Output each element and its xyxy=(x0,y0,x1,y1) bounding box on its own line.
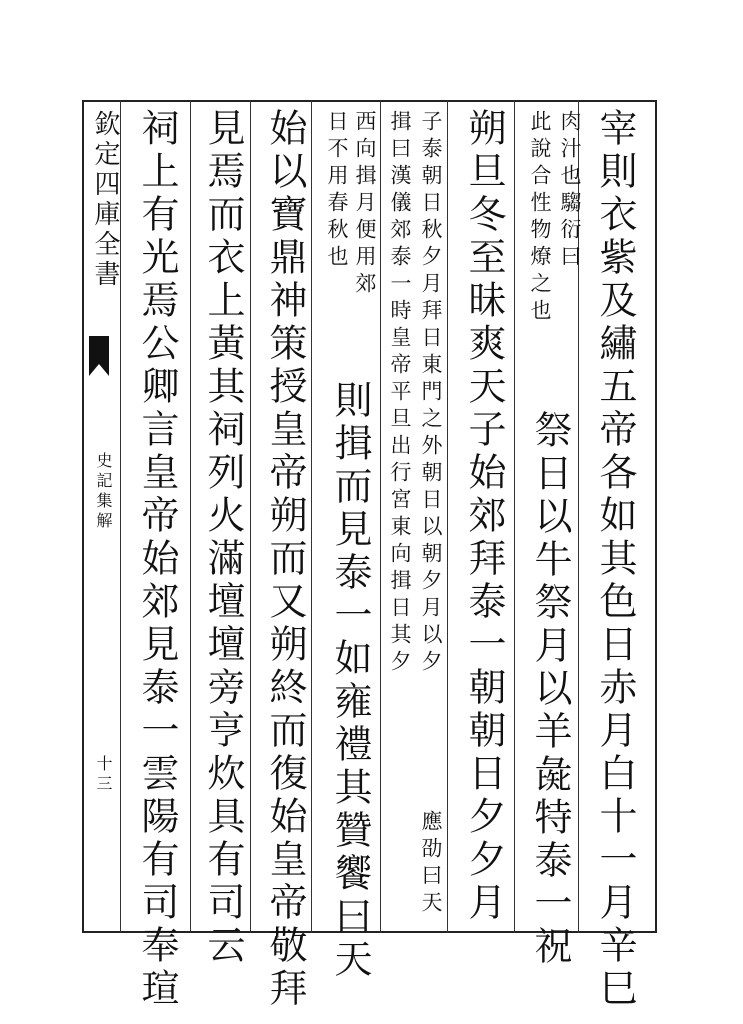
text-column: 祭日以牛祭月以羊彘特泰一祝 xyxy=(528,410,572,969)
column-rule xyxy=(514,100,515,933)
frame-right-rule xyxy=(655,100,657,933)
commentary-line: 此說合性物燎之也 xyxy=(528,110,552,326)
text-column: 宰則衣紫及繡五帝各如其色日赤月白十一月辛巳 xyxy=(593,108,637,1011)
column-rule xyxy=(380,100,381,933)
commentary-line: 應劭曰天 xyxy=(419,810,443,918)
commentary-line: 日不用春秋也 xyxy=(325,110,349,272)
column-rule xyxy=(447,100,448,933)
frame-left-rule xyxy=(82,100,84,933)
frame-top-rule xyxy=(82,100,657,102)
column-rule xyxy=(190,100,191,933)
section-title: 史記集解 xyxy=(94,452,113,532)
book-title: 欽定四庫全書 xyxy=(90,110,120,290)
page-number: 十三 xyxy=(94,755,113,795)
text-column: 始以寶鼎神策授皇帝朔而又朔終而復始皇帝敬拜 xyxy=(263,108,307,1011)
text-column: 祠上有光焉公卿言皇帝始郊見泰一雲陽有司奉瑄 xyxy=(135,108,179,1011)
commentary-line: 肉汁也騶衍曰 xyxy=(558,110,582,272)
text-column: 則揖而見泰一如雍禮其贊饗曰天 xyxy=(328,380,372,982)
text-column: 見焉而衣上黃其祠列火滿壇壇旁亨炊具有司云 xyxy=(201,108,245,968)
commentary-line: 西向揖月便用郊 xyxy=(353,110,377,299)
text-column: 朔旦冬至昧爽天子始郊拜泰一朝朝日夕夕月 xyxy=(462,108,506,925)
commentary-line: 子泰朝日秋夕月拜日東門之外朝日以朝夕月以夕 xyxy=(419,110,443,677)
fishtail-mark xyxy=(89,336,109,376)
commentary-line: 揖曰漢儀郊泰一時皇帝平旦出行宮東向揖日其夕 xyxy=(388,110,412,677)
